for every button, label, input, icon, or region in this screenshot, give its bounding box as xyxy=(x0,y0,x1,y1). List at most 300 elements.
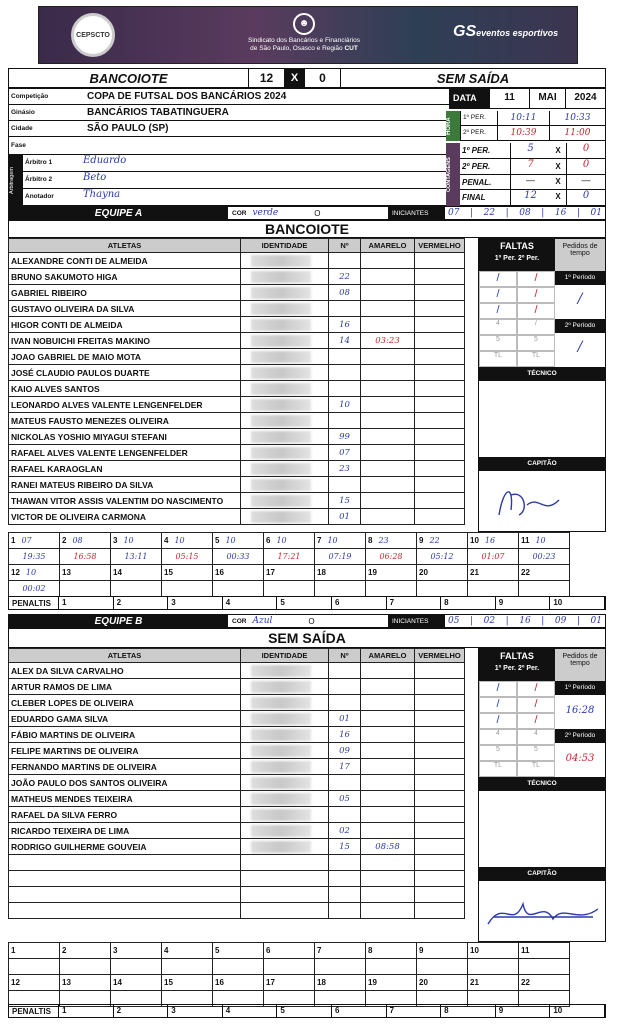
foul-cell: / xyxy=(479,713,517,729)
team-a-foul-grid xyxy=(479,271,555,367)
col-amarelo: AMARELO xyxy=(361,239,415,253)
goal-player: 16 xyxy=(484,536,496,545)
goal-cell xyxy=(60,565,111,581)
foul-cell: / xyxy=(517,681,555,697)
team-a-goals-table xyxy=(8,532,570,597)
table-row xyxy=(9,855,465,871)
goal-number: 15 xyxy=(164,978,173,987)
player-red xyxy=(415,887,465,903)
p1-end: 10:33 xyxy=(549,111,605,125)
penalty-cell: 10 xyxy=(550,1005,605,1017)
score-a: 12 xyxy=(249,69,285,87)
team-b-title: SEM SAÍDA xyxy=(436,70,510,86)
p2-start: 10:39 xyxy=(497,126,549,140)
player-number xyxy=(329,301,361,317)
team-a-goals xyxy=(8,532,570,597)
gym-label: Ginásio xyxy=(11,109,35,116)
player-red xyxy=(415,509,465,525)
penalty-cell: 9 xyxy=(496,597,551,609)
hora-p2 xyxy=(460,126,605,141)
goal-time: 06:28 xyxy=(366,549,417,565)
header-banner xyxy=(38,6,578,64)
player-red xyxy=(415,365,465,381)
sindicato-icon: ☻ xyxy=(293,13,315,35)
goal-cell xyxy=(315,975,366,991)
foul-cell: / xyxy=(479,271,517,287)
goal-number: 7 xyxy=(317,946,322,955)
player-name: JOAO GABRIEL DE MAIO MOTA xyxy=(9,349,241,365)
date-label: DATA xyxy=(450,89,490,108)
player-yellow xyxy=(361,349,415,365)
penalty-cell: 2 xyxy=(114,597,169,609)
player-red xyxy=(415,791,465,807)
foul-cell: 4 xyxy=(517,729,555,745)
goal-cell xyxy=(417,975,468,991)
player-red xyxy=(415,349,465,365)
goal-cell xyxy=(264,565,315,581)
iniciantes-label: INICIANTES xyxy=(389,207,445,219)
player-red xyxy=(415,381,465,397)
contagens-label: CONTAGENS xyxy=(446,143,460,206)
player-number: 10 xyxy=(329,397,361,413)
team-b-name: SEM SAÍDA xyxy=(268,630,346,646)
ref1-label: Árbitro 1 xyxy=(25,159,53,166)
team-b-penaltis xyxy=(8,1004,606,1018)
player-identity xyxy=(241,727,329,743)
table-row xyxy=(9,887,465,903)
player-name: GUSTAVO OLIVEIRA DA SILVA xyxy=(9,301,241,317)
table-row xyxy=(9,253,465,269)
goal-cell xyxy=(111,565,162,581)
redacted-id xyxy=(251,271,311,283)
table-row xyxy=(9,903,465,919)
goal-number: 8 xyxy=(368,946,373,955)
table-row xyxy=(9,333,465,349)
penalty-cell: 4 xyxy=(223,597,278,609)
count-final-x: X xyxy=(555,192,561,201)
player-name: HIGOR CONTI DE ALMEIDA xyxy=(9,317,241,333)
faltas-header xyxy=(479,649,555,681)
team-a-penalty-cells xyxy=(59,597,605,609)
player-yellow xyxy=(361,445,415,461)
goal-cell xyxy=(519,943,570,959)
foul-row xyxy=(479,729,555,745)
penalty-cell: 2 xyxy=(114,1005,169,1017)
player-name: VICTOR DE OLIVEIRA CARMONA xyxy=(9,509,241,525)
foul-row xyxy=(479,287,555,303)
goal-player: 08 xyxy=(72,536,83,545)
player-red xyxy=(415,711,465,727)
player-red xyxy=(415,663,465,679)
table-row xyxy=(9,509,465,525)
player-name: BRUNO SAKUMOTO HIGA xyxy=(9,269,241,285)
player-identity xyxy=(241,429,329,445)
hora-p2-label: 2º PER. xyxy=(463,129,486,136)
team-b-penalty-cells xyxy=(59,1005,605,1017)
foul-cell: / xyxy=(517,697,555,713)
goal-time-row xyxy=(9,581,570,597)
goal-number: 16 xyxy=(215,978,224,987)
goal-cell xyxy=(519,975,570,991)
team-b-iniciantes: 05 | 02 | 16 | 09 | 01 xyxy=(445,615,605,627)
goal-row xyxy=(9,533,570,549)
tecnico-label: TÉCNICO xyxy=(479,367,605,381)
goal-number: 11 xyxy=(521,536,530,545)
date-row xyxy=(449,89,605,109)
count-penal-b: — xyxy=(566,175,605,189)
team-a-color xyxy=(229,207,389,219)
redacted-id xyxy=(251,761,311,773)
goal-cell xyxy=(315,943,366,959)
starter: 08 xyxy=(519,208,531,218)
goal-cell xyxy=(111,975,162,991)
penalty-cell: 3 xyxy=(168,1005,223,1017)
capitao-label: CAPITÃO xyxy=(479,867,605,881)
team-b-fouls-panel xyxy=(478,648,606,942)
player-yellow xyxy=(361,317,415,333)
goal-time: 19:35 xyxy=(9,549,60,565)
iniciantes-label: INICIANTES xyxy=(389,615,445,627)
city-value: SÃO PAULO (SP) xyxy=(87,123,169,134)
player-red xyxy=(415,903,465,919)
foul-cell: 4 xyxy=(479,319,517,335)
player-red xyxy=(415,429,465,445)
redacted-id xyxy=(251,777,311,789)
player-identity xyxy=(241,397,329,413)
penaltis-label: PENALTIS xyxy=(9,1005,59,1017)
table-row xyxy=(9,775,465,791)
count-p1-x: X xyxy=(555,146,561,155)
player-number: 05 xyxy=(329,791,361,807)
sindicato-block xyxy=(209,13,399,53)
team-b-foul-grid xyxy=(479,681,555,777)
redacted-id xyxy=(251,665,311,677)
city-row xyxy=(9,121,449,137)
player-red xyxy=(415,823,465,839)
table-row xyxy=(9,807,465,823)
cor-label: COR xyxy=(232,209,247,217)
count-penal-x: X xyxy=(555,177,561,186)
goal-number: 3 xyxy=(113,946,118,955)
score-row xyxy=(8,68,606,88)
goal-number: 14 xyxy=(113,568,122,577)
starter: 05 xyxy=(448,616,460,626)
redacted-id xyxy=(251,287,311,299)
table-row xyxy=(9,839,465,855)
goal-number: 5 xyxy=(215,536,220,545)
goal-number: 9 xyxy=(419,536,424,545)
player-red xyxy=(415,679,465,695)
player-number xyxy=(329,679,361,695)
col-amarelo: AMARELO xyxy=(361,649,415,663)
redacted-id xyxy=(251,255,311,267)
goal-number: 20 xyxy=(419,978,428,987)
player-identity xyxy=(241,349,329,365)
city-label: Cidade xyxy=(11,125,33,132)
foul-cell: TL xyxy=(517,351,555,367)
table-row xyxy=(9,663,465,679)
count-p1-a: 5 xyxy=(510,143,550,158)
penalty-cell: 5 xyxy=(277,597,332,609)
player-name xyxy=(9,855,241,871)
table-row xyxy=(9,727,465,743)
redacted-id xyxy=(251,495,311,507)
player-name: KAIO ALVES SANTOS xyxy=(9,381,241,397)
goal-cell xyxy=(417,943,468,959)
penalty-cell: 3 xyxy=(168,597,223,609)
player-identity xyxy=(241,855,329,871)
player-red xyxy=(415,871,465,887)
player-yellow xyxy=(361,285,415,301)
col-atletas: ATLETAS xyxy=(9,239,241,253)
arbitragem-label: Arbitragem xyxy=(9,155,23,206)
goal-number: 3 xyxy=(113,536,118,545)
player-yellow xyxy=(361,759,415,775)
col-numero: Nº xyxy=(329,649,361,663)
table-row xyxy=(9,301,465,317)
count-penal-a: — xyxy=(510,175,550,189)
player-number xyxy=(329,695,361,711)
goal-number: 1 xyxy=(11,946,16,955)
starter: 02 xyxy=(483,616,496,626)
goal-time xyxy=(366,581,417,597)
goal-time: 05:15 xyxy=(162,549,213,565)
player-identity xyxy=(241,775,329,791)
count-p1-label: 1º PER. xyxy=(462,146,491,155)
count-p2-b: 0 xyxy=(566,159,605,174)
table-row xyxy=(9,477,465,493)
foul-cell: / xyxy=(517,287,555,303)
player-yellow: 03:23 xyxy=(361,333,415,349)
goal-number: 12 xyxy=(11,978,20,987)
phase-row xyxy=(9,137,449,155)
table-row xyxy=(9,823,465,839)
goal-row xyxy=(9,943,570,959)
goal-time xyxy=(519,581,570,597)
player-name: FELIPE MARTINS DE OLIVEIRA xyxy=(9,743,241,759)
redacted-id xyxy=(251,729,311,741)
player-yellow xyxy=(361,493,415,509)
player-identity xyxy=(241,759,329,775)
player-name: ALEXANDRE CONTI DE ALMEIDA xyxy=(9,253,241,269)
player-number xyxy=(329,253,361,269)
date-day: 11 xyxy=(490,89,530,108)
count-final-b: 0 xyxy=(566,190,605,205)
team-a-penaltis xyxy=(8,596,606,610)
goal-cell xyxy=(60,975,111,991)
p2-end: 11:00 xyxy=(549,126,605,140)
team-b-players-table xyxy=(8,648,465,919)
penalty-cell: 1 xyxy=(59,1005,114,1017)
player-yellow xyxy=(361,461,415,477)
goal-time xyxy=(213,959,264,975)
player-yellow xyxy=(361,903,415,919)
goal-cell xyxy=(162,533,213,549)
player-identity xyxy=(241,791,329,807)
sindicato-line1: Sindicato dos Bancários e Financiários xyxy=(247,37,360,44)
penalty-cell: 9 xyxy=(496,1005,551,1017)
player-red xyxy=(415,413,465,429)
player-identity xyxy=(241,743,329,759)
goal-row xyxy=(9,975,570,991)
goal-player: 23 xyxy=(378,536,389,545)
periodo2-label: 2º Período xyxy=(555,729,605,743)
table-row xyxy=(9,679,465,695)
goal-number: 13 xyxy=(62,978,71,987)
foul-cell: 5 xyxy=(479,745,517,761)
goal-player: 10 xyxy=(225,536,236,545)
player-number: 08 xyxy=(329,285,361,301)
player-red xyxy=(415,301,465,317)
player-yellow xyxy=(361,887,415,903)
goal-cell xyxy=(9,943,60,959)
goal-number: 17 xyxy=(266,568,275,577)
goal-player: 10 xyxy=(174,536,185,545)
col-atletas: ATLETAS xyxy=(9,649,241,663)
player-name: RANEI MATEUS RIBEIRO DA SILVA xyxy=(9,477,241,493)
player-number xyxy=(329,413,361,429)
goal-time: 01:07 xyxy=(468,549,519,565)
table-row xyxy=(9,461,465,477)
foul-cell: 5 xyxy=(517,745,555,761)
score-b: 0 xyxy=(305,69,341,87)
player-name: RAFAEL DA SILVA FERRO xyxy=(9,807,241,823)
goal-number: 22 xyxy=(521,568,530,577)
team-a-name: BANCOIOTE xyxy=(265,221,349,237)
table-row xyxy=(9,317,465,333)
player-identity xyxy=(241,871,329,887)
referees xyxy=(23,155,449,206)
player-red xyxy=(415,333,465,349)
goal-cell xyxy=(162,975,213,991)
redacted-id xyxy=(251,335,311,347)
goal-time: 00:23 xyxy=(519,549,570,565)
foul-cell: / xyxy=(517,271,555,287)
periodo1-label: 1º Período xyxy=(555,681,605,695)
scorer-value: Thayna xyxy=(83,189,121,200)
goal-cell xyxy=(468,975,519,991)
redacted-id xyxy=(251,809,311,821)
goal-row xyxy=(9,565,570,581)
player-identity xyxy=(241,663,329,679)
foul-cell: 5 xyxy=(479,335,517,351)
player-identity xyxy=(241,477,329,493)
goal-time xyxy=(213,581,264,597)
goal-number: 9 xyxy=(419,946,424,955)
goal-time xyxy=(264,959,315,975)
foul-cell: TL xyxy=(479,351,517,367)
competition-value: COPA DE FUTSAL DOS BANCÁRIOS 2024 xyxy=(87,91,287,102)
foul-row xyxy=(479,761,555,777)
goal-cell xyxy=(111,533,162,549)
capitao-label: CAPITÃO xyxy=(479,457,605,471)
goal-time-row xyxy=(9,959,570,975)
goal-cell xyxy=(264,533,315,549)
goal-time: 17:21 xyxy=(264,549,315,565)
player-name: IVAN NOBUICHI FREITAS MAKINO xyxy=(9,333,241,349)
player-yellow xyxy=(361,509,415,525)
player-name: FÁBIO MARTINS DE OLIVEIRA xyxy=(9,727,241,743)
starter: 09 xyxy=(554,616,567,626)
team-b-name-row xyxy=(8,628,606,648)
cepscto-logo xyxy=(71,13,115,57)
count-final-a: 12 xyxy=(510,190,550,205)
goal-time xyxy=(60,959,111,975)
team-a-timeout2: / xyxy=(577,339,583,355)
player-identity xyxy=(241,695,329,711)
goal-number: 2 xyxy=(62,536,67,545)
goal-time xyxy=(162,581,213,597)
redacted-id xyxy=(251,431,311,443)
penalty-cell: 8 xyxy=(441,1005,496,1017)
goal-cell xyxy=(366,565,417,581)
starter: 07 xyxy=(448,208,460,218)
table-row xyxy=(9,429,465,445)
foul-cell: / xyxy=(517,303,555,319)
team-b-cor-mark: O xyxy=(308,616,315,626)
player-red xyxy=(415,727,465,743)
foul-cell: / xyxy=(479,287,517,303)
table-row xyxy=(9,445,465,461)
player-name: JOSÉ CLAUDIO PAULOS DUARTE xyxy=(9,365,241,381)
player-identity xyxy=(241,823,329,839)
table-row xyxy=(9,711,465,727)
player-name: ALEX DA SILVA CARVALHO xyxy=(9,663,241,679)
player-red xyxy=(415,759,465,775)
goal-time-row xyxy=(9,549,570,565)
player-number: 02 xyxy=(329,823,361,839)
player-red xyxy=(415,461,465,477)
player-yellow xyxy=(361,679,415,695)
foul-row xyxy=(479,335,555,351)
player-red xyxy=(415,269,465,285)
player-name: RAFAEL ALVES VALENTE LENGENFELDER xyxy=(9,445,241,461)
player-identity xyxy=(241,461,329,477)
goal-number: 6 xyxy=(266,536,271,545)
redacted-id xyxy=(251,303,311,315)
col-vermelho: VERMELHO xyxy=(415,239,465,253)
foul-cell: / xyxy=(479,697,517,713)
goal-time xyxy=(111,581,162,597)
count-p2-a: 7 xyxy=(510,159,550,174)
goal-player: 22 xyxy=(429,536,440,545)
periodo1-label: 1º Período xyxy=(555,271,605,285)
penalty-cell: 4 xyxy=(223,1005,278,1017)
team-b-roster xyxy=(8,648,465,919)
goal-number: 7 xyxy=(317,536,322,545)
table-row xyxy=(9,381,465,397)
team-a-fouls-panel xyxy=(478,238,606,532)
team-a-name-row xyxy=(8,220,606,238)
team-b-equipe-row xyxy=(8,614,606,628)
player-identity xyxy=(241,903,329,919)
brand-name: GS xyxy=(453,23,477,40)
player-number xyxy=(329,349,361,365)
sindicato-line2: de São Paulo, Osasco e Região xyxy=(250,45,343,52)
goal-cell xyxy=(213,943,264,959)
player-number: 15 xyxy=(329,493,361,509)
redacted-id xyxy=(251,367,311,379)
team-a-roster xyxy=(8,238,465,525)
goal-cell xyxy=(213,975,264,991)
player-red xyxy=(415,445,465,461)
cor-label: COR xyxy=(232,617,247,625)
goal-cell xyxy=(264,975,315,991)
player-name: FERNANDO MARTINS DE OLIVEIRA xyxy=(9,759,241,775)
redacted-id xyxy=(251,399,311,411)
foul-row xyxy=(479,319,555,335)
player-name: LEONARDO ALVES VALENTE LENGENFELDER xyxy=(9,397,241,413)
